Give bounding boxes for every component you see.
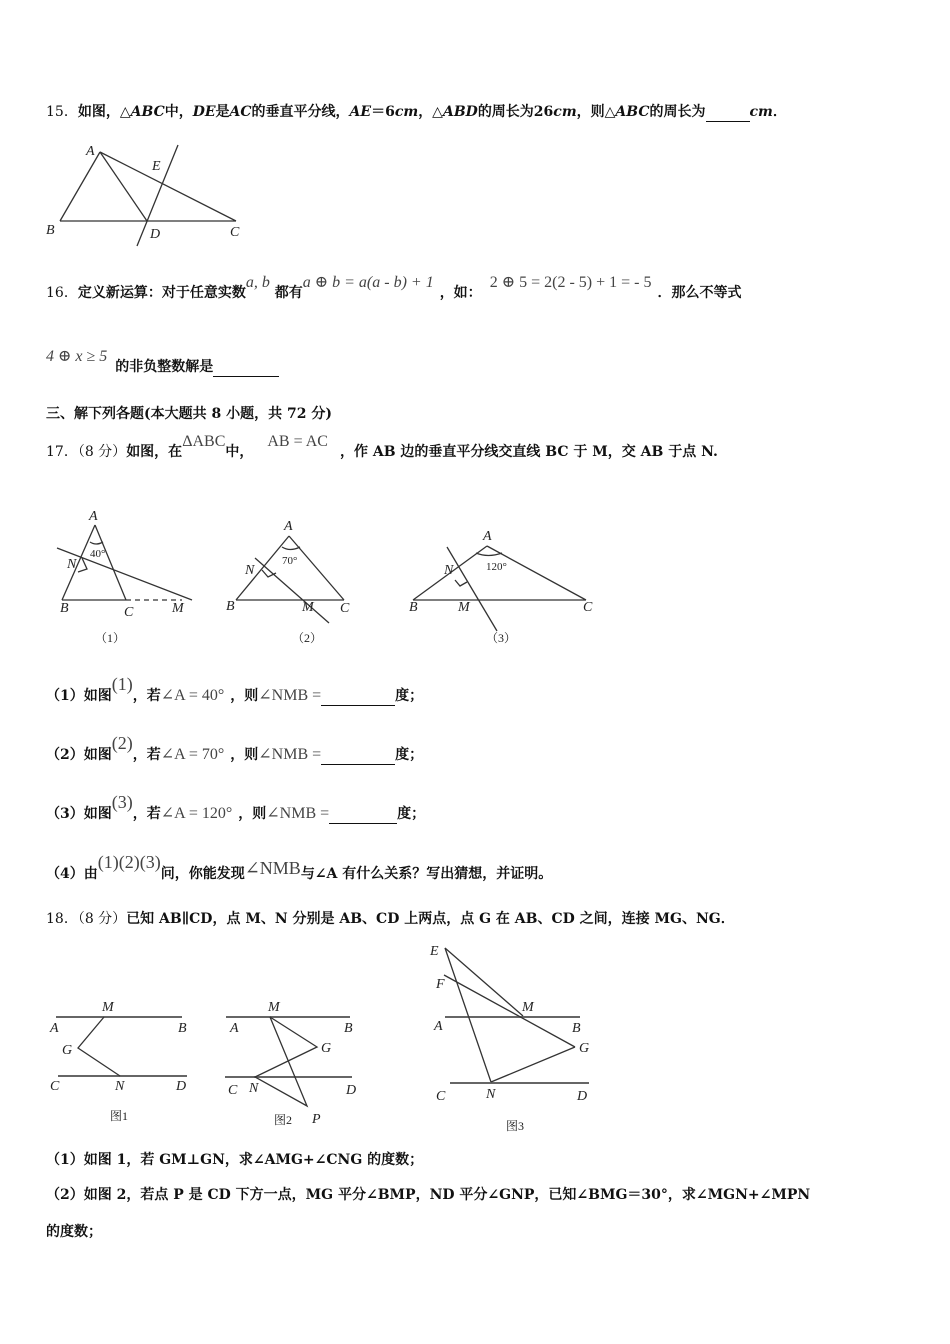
q16-text-line2: 4 ⊕ x ≥ 5的非负整数解是 [46,357,279,377]
q17-figure-3 [409,529,593,645]
svg-text:M: M [458,600,470,615]
svg-text:M: M [522,1000,534,1015]
svg-text:F: F [436,977,445,992]
q15-text: 15．如图，△ABC中，DE是AC的垂直平分线，AE＝6cm，△ABD的周长为26cm，则△ABC的周长为 cm． [46,104,787,120]
answer-blank[interactable] [321,691,395,706]
q18-figure-3 [429,944,589,1133]
svg-text:120°: 120° [486,561,507,573]
answer-blank[interactable] [321,750,395,765]
svg-text:C: C [228,1083,238,1098]
svg-text:B: B [46,223,55,238]
svg-text:（1）: （1） [95,631,126,645]
svg-text:N: N [67,557,77,572]
svg-text:B: B [572,1021,581,1036]
svg-text:G: G [62,1043,73,1058]
q18-figure-2 [225,1000,356,1127]
q16-text: 16．定义新运算：对于任意实数a, b 都有a ⊕ b = a(a - b) + 1，如：2 ⊕ 5 = 2(2 - 5) + 1 = - 5．那么不等式 [46,274,742,301]
svg-text:B: B [178,1021,187,1036]
q17-part-4: （4）由(1)(2)(3)问，你能发现∠NMB与∠A 有什么关系？写出猜想，并证明。 [46,852,553,882]
svg-text:图2: 图2 [274,1113,293,1127]
svg-text:B: B [226,599,235,614]
q15-figure [40,136,260,250]
section-heading: 三、解下列各题(本大题共 8 小题，共 72 分) [46,406,332,422]
q15-number: 15． [46,104,78,120]
svg-text:E: E [152,159,161,174]
svg-text:C: C [436,1089,446,1104]
svg-text:C: C [230,225,240,240]
q17-part-1: （1）如图(1)，若∠A = 40° ，则∠NMB = 度； [46,674,424,704]
svg-text:N: N [245,563,255,578]
svg-text:P: P [312,1112,321,1127]
svg-text:40°: 40° [90,548,106,560]
svg-text:N: N [115,1079,125,1094]
svg-text:B: B [409,600,418,615]
svg-text:N: N [249,1081,259,1096]
svg-text:N: N [486,1087,496,1102]
svg-text:M: M [268,1000,280,1015]
svg-text:D: D [150,227,161,242]
svg-text:E: E [430,944,439,959]
q18-text: 18．（8 分）已知 AB∥CD，点 M、N 分别是 AB、CD 上两点，点 G 在 AB、CD 之间，连接 MG、NG． [46,911,735,927]
svg-text:C: C [124,605,134,620]
svg-text:（2）: （2） [292,631,323,645]
svg-text:D: D [577,1089,588,1104]
q17-part-3: （3）如图(3)，若∠A = 120° ，则∠NMB = 度； [46,792,426,822]
svg-text:A: A [50,1021,59,1036]
q17-part-2: （2）如图(2)，若∠A = 70° ，则∠NMB = 度； [46,733,424,763]
svg-text:A: A [284,519,293,534]
svg-text:B: B [344,1021,353,1036]
svg-text:A: A [89,509,98,524]
svg-text:M: M [302,600,314,615]
svg-text:C: C [583,600,593,615]
q18-part-1: （1）如图 1，若 GM⊥GN，求∠AMG+∠CNG 的度数； [46,1152,424,1168]
svg-text:G: G [579,1041,590,1056]
q18-part-2: （2）如图 2，若点 P 是 CD 下方一点，MG 平分∠BMP，ND 平分∠GNP，已知∠BMG＝30°，求∠MGN+∠MPN [46,1187,811,1203]
svg-text:A: A [230,1021,239,1036]
svg-text:C: C [340,601,350,616]
svg-text:70°: 70° [282,555,298,567]
answer-blank[interactable] [329,809,397,824]
svg-text:G: G [321,1041,332,1056]
svg-text:N: N [444,563,454,578]
q18-figure-1 [49,1000,187,1123]
svg-text:M: M [102,1000,114,1015]
svg-text:A: A [434,1019,443,1034]
svg-text:图3: 图3 [506,1119,525,1133]
svg-text:M: M [172,601,184,616]
svg-text:D: D [176,1079,187,1094]
svg-text:B: B [60,601,69,616]
q17-text: 17．（8 分）如图，在ΔABC中，AB = AC，作 AB 边的垂直平分线交直线 BC 于 M，交 AB 于点 N. [46,433,718,460]
answer-blank[interactable] [706,107,750,122]
q18-figures [40,940,590,1135]
svg-text:图1: 图1 [110,1109,129,1123]
q17-figures [40,500,600,650]
q17-figure-2 [226,519,350,645]
q17-figure-1 [57,509,192,645]
svg-text:C: C [50,1079,60,1094]
q18-part-2-cont: 的度数； [46,1224,102,1240]
svg-text:（3）: （3） [486,631,517,645]
answer-blank[interactable] [213,362,279,377]
svg-text:A: A [483,529,492,544]
svg-text:A: A [86,144,95,159]
svg-text:D: D [346,1083,357,1098]
